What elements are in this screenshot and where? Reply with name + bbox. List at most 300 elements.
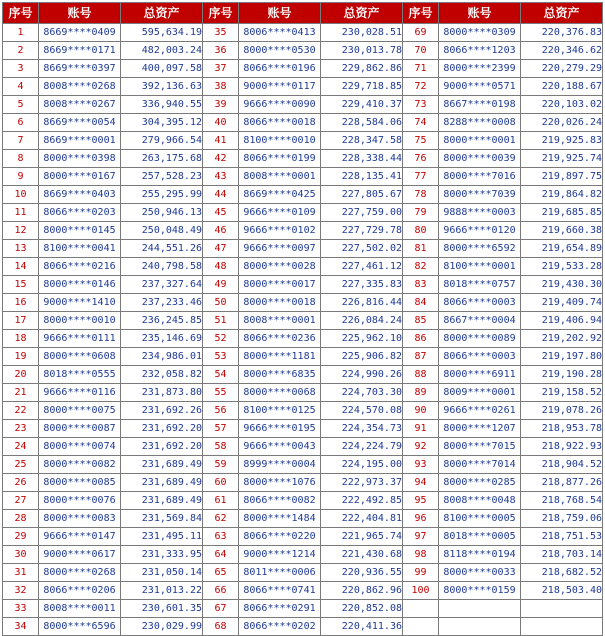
account-cell: 8000****0039 [439, 150, 521, 168]
total-assets-cell: 218,953.78 [521, 420, 603, 438]
total-assets-cell: 244,551.26 [121, 240, 203, 258]
rank-cell: 28 [3, 510, 39, 528]
account-cell: 8018****0005 [439, 528, 521, 546]
account-cell: 8288****0008 [439, 114, 521, 132]
rank-cell: 7 [3, 132, 39, 150]
table-row [3, 492, 603, 510]
rank-cell: 50 [203, 294, 239, 312]
table-row [3, 564, 603, 582]
rank-cell [403, 618, 439, 636]
table-row [3, 366, 603, 384]
total-assets-cell: 225,962.10 [321, 330, 403, 348]
total-assets-cell: 279,966.54 [121, 132, 203, 150]
rank-cell: 59 [203, 456, 239, 474]
total-assets-cell: 230,028.51 [321, 24, 403, 42]
rank-cell: 25 [3, 456, 39, 474]
rank-cell: 53 [203, 348, 239, 366]
total-assets-cell: 227,335.83 [321, 276, 403, 294]
account-cell: 9888****0003 [439, 204, 521, 222]
rank-cell: 64 [203, 546, 239, 564]
total-assets-cell: 230,013.78 [321, 42, 403, 60]
total-assets-cell: 219,897.75 [521, 168, 603, 186]
rank-cell: 3 [3, 60, 39, 78]
total-assets-cell: 228,338.44 [321, 150, 403, 168]
rank-cell: 95 [403, 492, 439, 510]
total-assets-cell: 237,233.46 [121, 294, 203, 312]
account-cell: 8667****0004 [439, 312, 521, 330]
rank-cell: 23 [3, 420, 39, 438]
account-cell: 8009****0001 [439, 384, 521, 402]
total-assets-cell: 220,188.67 [521, 78, 603, 96]
rank-cell: 29 [3, 528, 39, 546]
rank-cell: 48 [203, 258, 239, 276]
account-cell: 8000****0001 [439, 132, 521, 150]
rank-cell: 74 [403, 114, 439, 132]
account-cell: 8000****0159 [439, 582, 521, 600]
rank-cell: 86 [403, 330, 439, 348]
rank-cell: 61 [203, 492, 239, 510]
total-assets-cell: 231,495.11 [121, 528, 203, 546]
rank-cell: 70 [403, 42, 439, 60]
rank-cell: 2 [3, 42, 39, 60]
rank-cell: 78 [403, 186, 439, 204]
account-cell: 8066****0220 [239, 528, 321, 546]
rank-cell: 17 [3, 312, 39, 330]
total-assets-cell: 220,411.36 [321, 618, 403, 636]
total-assets-cell: 235,146.69 [121, 330, 203, 348]
rank-cell: 71 [403, 60, 439, 78]
total-assets-cell [521, 600, 603, 618]
account-cell: 8000****0309 [439, 24, 521, 42]
rank-cell: 11 [3, 204, 39, 222]
rank-cell: 26 [3, 474, 39, 492]
rank-cell: 16 [3, 294, 39, 312]
total-assets-cell: 219,925.74 [521, 150, 603, 168]
total-assets-cell: 229,718.85 [321, 78, 403, 96]
rank-cell: 69 [403, 24, 439, 42]
total-assets-cell: 218,904.52 [521, 456, 603, 474]
account-cell: 9000****0617 [39, 546, 121, 564]
rank-cell [403, 600, 439, 618]
table-row [3, 42, 603, 60]
account-cell: 8066****0003 [439, 348, 521, 366]
total-assets-cell: 228,584.06 [321, 114, 403, 132]
rank-cell: 8 [3, 150, 39, 168]
rank-cell: 57 [203, 420, 239, 438]
total-assets-cell: 227,759.00 [321, 204, 403, 222]
total-assets-cell: 227,805.67 [321, 186, 403, 204]
total-assets-cell: 222,973.37 [321, 474, 403, 492]
account-cell: 8000****0028 [239, 258, 321, 276]
total-assets-cell: 236,245.85 [121, 312, 203, 330]
header-assets: 总资产 [321, 3, 403, 24]
account-cell: 8008****0011 [39, 600, 121, 618]
account-cell: 8000****0167 [39, 168, 121, 186]
rank-cell: 46 [203, 222, 239, 240]
rank-cell: 80 [403, 222, 439, 240]
total-assets-cell: 219,660.38 [521, 222, 603, 240]
rank-cell: 52 [203, 330, 239, 348]
rank-cell: 62 [203, 510, 239, 528]
account-cell: 8000****0082 [39, 456, 121, 474]
account-cell: 8018****0555 [39, 366, 121, 384]
account-cell: 8066****0741 [239, 582, 321, 600]
total-assets-cell: 221,965.74 [321, 528, 403, 546]
total-assets-cell: 228,135.41 [321, 168, 403, 186]
account-cell: 9000****0571 [439, 78, 521, 96]
table-row [3, 384, 603, 402]
total-assets-cell: 218,751.53 [521, 528, 603, 546]
account-cell: 8100****0001 [439, 258, 521, 276]
rank-cell: 82 [403, 258, 439, 276]
account-cell: 8066****0206 [39, 582, 121, 600]
rank-cell: 15 [3, 276, 39, 294]
table-row [3, 420, 603, 438]
total-assets-cell: 231,692.26 [121, 402, 203, 420]
table-row [3, 330, 603, 348]
account-cell: 8000****0075 [39, 402, 121, 420]
account-cell: 9666****0147 [39, 528, 121, 546]
total-assets-cell: 218,759.06 [521, 510, 603, 528]
rank-cell: 92 [403, 438, 439, 456]
table-row [3, 78, 603, 96]
total-assets-cell: 220,862.96 [321, 582, 403, 600]
account-cell: 8008****0267 [39, 96, 121, 114]
rank-cell: 10 [3, 186, 39, 204]
total-assets-cell: 220,376.83 [521, 24, 603, 42]
account-cell: 9666****0097 [239, 240, 321, 258]
account-cell: 9666****0109 [239, 204, 321, 222]
rank-cell: 37 [203, 60, 239, 78]
account-cell: 8669****0403 [39, 186, 121, 204]
rank-cell: 93 [403, 456, 439, 474]
rank-cell: 41 [203, 132, 239, 150]
total-assets-cell: 237,327.64 [121, 276, 203, 294]
total-assets-cell: 219,533.28 [521, 258, 603, 276]
header-assets: 总资产 [521, 3, 603, 24]
rank-cell: 67 [203, 600, 239, 618]
rank-cell: 56 [203, 402, 239, 420]
total-assets-cell: 218,922.93 [521, 438, 603, 456]
rank-cell: 43 [203, 168, 239, 186]
account-cell: 8999****0004 [239, 456, 321, 474]
rank-cell: 32 [3, 582, 39, 600]
rank-cell: 47 [203, 240, 239, 258]
table-row [3, 528, 603, 546]
total-assets-cell: 219,685.85 [521, 204, 603, 222]
account-cell: 8066****0003 [439, 294, 521, 312]
account-cell: 8000****7039 [439, 186, 521, 204]
header-account: 账号 [239, 3, 321, 24]
rank-cell: 19 [3, 348, 39, 366]
table-row [3, 114, 603, 132]
rank-cell: 58 [203, 438, 239, 456]
account-cell: 8000****0018 [239, 294, 321, 312]
total-assets-cell: 219,409.74 [521, 294, 603, 312]
account-cell: 8008****0001 [239, 168, 321, 186]
table-row [3, 438, 603, 456]
header-account: 账号 [39, 3, 121, 24]
total-assets-cell: 219,158.52 [521, 384, 603, 402]
account-cell: 8000****6835 [239, 366, 321, 384]
table-row [3, 186, 603, 204]
account-cell: 9000****1410 [39, 294, 121, 312]
total-assets-cell: 400,097.58 [121, 60, 203, 78]
total-assets-cell: 226,084.24 [321, 312, 403, 330]
account-cell: 8000****1076 [239, 474, 321, 492]
account-cell: 8000****0083 [39, 510, 121, 528]
account-cell: 8066****0216 [39, 258, 121, 276]
total-assets-cell: 595,634.19 [121, 24, 203, 42]
rank-cell: 44 [203, 186, 239, 204]
rankings-table-container [2, 2, 603, 636]
rank-cell: 68 [203, 618, 239, 636]
table-row [3, 456, 603, 474]
asset-ranking-table [2, 2, 603, 636]
total-assets-cell: 220,852.08 [321, 600, 403, 618]
account-cell: 8000****6592 [439, 240, 521, 258]
account-cell: 8008****0048 [439, 492, 521, 510]
table-row [3, 312, 603, 330]
table-row [3, 258, 603, 276]
total-assets-cell: 231,689.49 [121, 492, 203, 510]
total-assets-cell: 229,862.86 [321, 60, 403, 78]
table-row [3, 546, 603, 564]
rank-cell: 77 [403, 168, 439, 186]
total-assets-cell: 231,689.49 [121, 474, 203, 492]
rank-cell: 97 [403, 528, 439, 546]
rank-cell: 72 [403, 78, 439, 96]
account-cell [439, 618, 521, 636]
account-cell: 8000****0087 [39, 420, 121, 438]
table-row [3, 132, 603, 150]
rank-cell: 73 [403, 96, 439, 114]
total-assets-cell: 219,202.92 [521, 330, 603, 348]
account-cell: 9666****0116 [39, 384, 121, 402]
table-row [3, 348, 603, 366]
rank-cell: 4 [3, 78, 39, 96]
total-assets-cell: 304,395.12 [121, 114, 203, 132]
rank-cell: 94 [403, 474, 439, 492]
total-assets-cell: 221,430.68 [321, 546, 403, 564]
total-assets-cell: 231,569.84 [121, 510, 203, 528]
total-assets-cell: 336,940.55 [121, 96, 203, 114]
account-cell: 8118****0194 [439, 546, 521, 564]
rank-cell: 55 [203, 384, 239, 402]
table-row [3, 582, 603, 600]
account-cell: 9666****0120 [439, 222, 521, 240]
table-row [3, 600, 603, 618]
total-assets-cell: 218,768.54 [521, 492, 603, 510]
table-row [3, 24, 603, 42]
rank-cell: 75 [403, 132, 439, 150]
account-cell: 8066****0291 [239, 600, 321, 618]
total-assets-cell: 231,692.20 [121, 420, 203, 438]
account-cell: 8000****1181 [239, 348, 321, 366]
total-assets-cell: 219,078.26 [521, 402, 603, 420]
rank-cell: 45 [203, 204, 239, 222]
account-cell: 8000****0145 [39, 222, 121, 240]
rank-cell: 87 [403, 348, 439, 366]
rank-cell: 36 [203, 42, 239, 60]
table-row [3, 96, 603, 114]
account-cell: 8000****7015 [439, 438, 521, 456]
account-cell: 8669****0001 [39, 132, 121, 150]
account-cell: 8066****0082 [239, 492, 321, 510]
account-cell: 8000****0076 [39, 492, 121, 510]
total-assets-cell: 220,936.55 [321, 564, 403, 582]
account-cell: 8066****0236 [239, 330, 321, 348]
table-row [3, 402, 603, 420]
rank-cell: 38 [203, 78, 239, 96]
total-assets-cell [521, 618, 603, 636]
account-cell: 9666****0111 [39, 330, 121, 348]
account-cell: 8000****0010 [39, 312, 121, 330]
account-cell: 8000****6911 [439, 366, 521, 384]
table-body [3, 24, 603, 636]
rank-cell: 66 [203, 582, 239, 600]
account-cell: 8000****6596 [39, 618, 121, 636]
total-assets-cell: 227,729.78 [321, 222, 403, 240]
rank-cell: 100 [403, 582, 439, 600]
account-cell: 8100****0010 [239, 132, 321, 150]
account-cell: 8008****0268 [39, 78, 121, 96]
header-assets: 总资产 [121, 3, 203, 24]
total-assets-cell: 220,026.24 [521, 114, 603, 132]
account-cell: 8000****0608 [39, 348, 121, 366]
total-assets-cell: 219,925.83 [521, 132, 603, 150]
rank-cell: 13 [3, 240, 39, 258]
rank-cell: 89 [403, 384, 439, 402]
rank-cell: 9 [3, 168, 39, 186]
account-cell: 8667****0198 [439, 96, 521, 114]
table-row [3, 150, 603, 168]
rank-cell: 76 [403, 150, 439, 168]
total-assets-cell: 219,864.82 [521, 186, 603, 204]
account-cell: 8000****0074 [39, 438, 121, 456]
rank-cell: 35 [203, 24, 239, 42]
header-seq: 序号 [3, 3, 39, 24]
total-assets-cell: 219,190.28 [521, 366, 603, 384]
header-seq: 序号 [203, 3, 239, 24]
total-assets-cell: 232,058.82 [121, 366, 203, 384]
account-cell: 9000****1214 [239, 546, 321, 564]
account-cell: 8000****7014 [439, 456, 521, 474]
table-row [3, 294, 603, 312]
account-cell: 8669****0397 [39, 60, 121, 78]
account-cell: 8000****0017 [239, 276, 321, 294]
account-cell: 8066****0202 [239, 618, 321, 636]
rank-cell: 65 [203, 564, 239, 582]
rank-cell: 60 [203, 474, 239, 492]
total-assets-cell: 230,029.99 [121, 618, 203, 636]
account-cell: 8000****0068 [239, 384, 321, 402]
account-cell: 8066****0203 [39, 204, 121, 222]
total-assets-cell: 224,570.08 [321, 402, 403, 420]
account-cell: 8000****0033 [439, 564, 521, 582]
account-cell: 8066****1203 [439, 42, 521, 60]
account-cell: 8000****0268 [39, 564, 121, 582]
rank-cell: 42 [203, 150, 239, 168]
account-cell: 9666****0261 [439, 402, 521, 420]
table-row [3, 204, 603, 222]
rank-cell: 40 [203, 114, 239, 132]
rank-cell: 34 [3, 618, 39, 636]
table-row [3, 60, 603, 78]
account-cell: 9666****0195 [239, 420, 321, 438]
total-assets-cell: 224,990.26 [321, 366, 403, 384]
account-cell: 8011****0006 [239, 564, 321, 582]
account-cell: 8000****0146 [39, 276, 121, 294]
rank-cell: 63 [203, 528, 239, 546]
rank-cell: 1 [3, 24, 39, 42]
rank-cell: 85 [403, 312, 439, 330]
account-cell: 8000****0530 [239, 42, 321, 60]
rank-cell: 79 [403, 204, 439, 222]
account-cell: 8669****0409 [39, 24, 121, 42]
account-cell: 9666****0102 [239, 222, 321, 240]
total-assets-cell: 234,986.01 [121, 348, 203, 366]
header-row [3, 3, 603, 24]
total-assets-cell: 250,048.49 [121, 222, 203, 240]
account-cell: 8669****0425 [239, 186, 321, 204]
rank-cell: 20 [3, 366, 39, 384]
account-cell: 8066****0196 [239, 60, 321, 78]
table-row [3, 618, 603, 636]
account-cell: 8018****0757 [439, 276, 521, 294]
table-row [3, 276, 603, 294]
total-assets-cell: 231,689.49 [121, 456, 203, 474]
account-cell: 9000****0117 [239, 78, 321, 96]
account-cell: 8000****0085 [39, 474, 121, 492]
rank-cell: 54 [203, 366, 239, 384]
total-assets-cell: 219,406.94 [521, 312, 603, 330]
total-assets-cell: 228,347.58 [321, 132, 403, 150]
rank-cell: 14 [3, 258, 39, 276]
total-assets-cell: 250,946.13 [121, 204, 203, 222]
rank-cell: 99 [403, 564, 439, 582]
total-assets-cell: 231,873.80 [121, 384, 203, 402]
account-cell: 8000****1207 [439, 420, 521, 438]
total-assets-cell: 224,703.30 [321, 384, 403, 402]
total-assets-cell: 226,816.44 [321, 294, 403, 312]
account-cell: 8000****1484 [239, 510, 321, 528]
account-cell [439, 600, 521, 618]
account-cell: 8000****7016 [439, 168, 521, 186]
account-cell: 8008****0001 [239, 312, 321, 330]
total-assets-cell: 392,136.63 [121, 78, 203, 96]
total-assets-cell: 222,492.85 [321, 492, 403, 510]
total-assets-cell: 225,906.82 [321, 348, 403, 366]
rank-cell: 21 [3, 384, 39, 402]
account-cell: 8000****0285 [439, 474, 521, 492]
account-cell: 8669****0054 [39, 114, 121, 132]
total-assets-cell: 219,197.80 [521, 348, 603, 366]
table-row [3, 510, 603, 528]
account-cell: 8006****0413 [239, 24, 321, 42]
rank-cell: 18 [3, 330, 39, 348]
rank-cell: 39 [203, 96, 239, 114]
rank-cell: 30 [3, 546, 39, 564]
rank-cell: 6 [3, 114, 39, 132]
total-assets-cell: 218,682.52 [521, 564, 603, 582]
total-assets-cell: 255,295.99 [121, 186, 203, 204]
account-cell: 8066****0199 [239, 150, 321, 168]
rank-cell: 90 [403, 402, 439, 420]
total-assets-cell: 227,502.02 [321, 240, 403, 258]
total-assets-cell: 240,798.58 [121, 258, 203, 276]
total-assets-cell: 220,279.29 [521, 60, 603, 78]
